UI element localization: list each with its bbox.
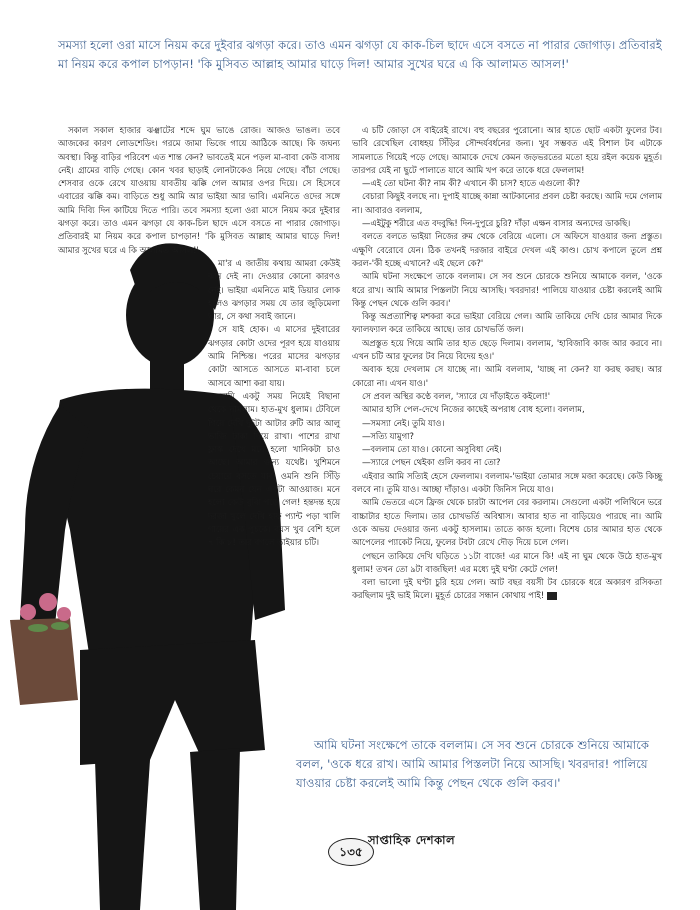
end-mark-icon	[547, 592, 557, 600]
paragraph: —বললাম তো যাও। কোনো অসুবিধা নেই।	[362, 444, 502, 455]
paragraph: সে যাই হোক। এ মাসের দুইবারের ঝগড়ার কোটা ওদের পূরণ হয়ে যাওয়ায় আমি নিশ্চিন্ত। পরের মাসের ঝগড়ার কোটা আসতে আসতে মা-বাবা চলে আসবে আশা করা যায়।	[208, 324, 340, 388]
paragraph: কিন্তু অপ্রত্যাশিত্ব মশকরা করে ভাইয়া বেরিয়ে গেল। আমি তাকিয়ে দেখি চোর আমার দিকে ফ্যালফ্যাল করে তাকিয়ে আছে। তার চোখভর্তি জল।	[352, 311, 662, 335]
bottom-pull-quote: আমি ঘটনা সংক্ষেপে তাকে বললাম। সে সব শুনে চোরকে শুনিয়ে আমাকে বলল, 'ওকে ধরে রাখ। আমি আমার পিস্তলটা নিয়ে আসছি। খবরদার! পালিয়ে যাওয়ার চেষ্টা করলেই আমি কিন্তু পেছন থেকে গুলি করব।'	[296, 738, 649, 790]
paragraph: —এইটুকু শরীরে এত বদবুদ্ধি! দিন-দুপুরে চুরি? দাঁড়া এক্ষন বাসার অন্যদের ডাকছি।	[362, 218, 631, 229]
paragraph: —সমস্যা নেই। তুমি যাও।	[362, 417, 445, 428]
paragraph: সে প্রবল অস্থির কণ্ঠে বলল, 'স্যারে যে দাঁড়াইতে কইলো!'	[362, 390, 551, 401]
paragraph: —এই তো ঘটনা কী? নাম কী? এখানে কী চাস? হাতে এগুলো কী?	[362, 178, 580, 189]
page-number: ১৩৫	[328, 838, 374, 866]
paragraph: আমার হাসি পেল-দেখে নিজের কাছেই অপরাধ বোধ হলো। বললাম,	[362, 404, 585, 415]
paragraph: —স্যারে পেছন থেইকা গুলি করব না তো?	[362, 457, 501, 468]
paragraph: বলতে বলতে ভাইয়া নিজের রুম থেকে বেরিয়ে এলো। সে অফিসে যাওয়ার জন্য প্রস্তুত। এক্ষুণি বেরোবে যেন। ঠিক তখনই দরজার বাইরে দেখল এই কাণ্ড। চোখ কপালে তুলে প্রশ্ন করল-'কী হচ্ছে এখানে? এই ছেলে কে?'	[352, 231, 662, 268]
paragraph: এ চটি জোড়া সে বাইরেই রাখে। বহু বছরের পুরোনো। আর হাতে ছোট একটা ফুলের টব। ভাবি রেখেছিল বোধহয় সিঁড়ির সৌন্দর্যবর্ধনের জন্য। খুব সম্ভবত এই বিশাল টব এটাকে সামলাতে গিয়েই পড়ে গেছে। আমাকে দেখে কেমন জড়ভরতের মতো হয়ে রইল কয়েক মুহূর্ত। তারপর যেই না ছুটে পালাতে যাবে আমি খপ করে তাকে ধরে ফেললাম!	[352, 125, 662, 175]
paragraph: অবাক হয়ে দেখলাম সে যাচ্ছে না। আমি বললাম, 'যাচ্ছ না কেন? যা করছ করছ। আর কোরো না। এখন যাও।'	[352, 364, 662, 388]
article-column-left	[58, 124, 340, 550]
paragraph: এইবার আমি সত্যিই হেসে ফেললাম। বললাম-'ভাইয়া তোমার সঙ্গে মজা করেছে। কেউ কিচ্ছু বলবে না। তুমি যাও। আচ্ছা দাঁড়াও। একটা জিনিস নিয়ে যাও।	[352, 470, 662, 495]
paragraph: বেচারা কিছুই বলছে না। দুপাই যাচ্ছে কান্না আটকানোর প্রবল চেষ্টা করছে। আমি দমে গেলাম না। আবারও বললাম,	[352, 191, 662, 215]
paragraph-final-text: বলা ভালো দুই ঘণ্টা চুরি হয়ে গেল। আট বছর বয়সী টব চোরকে ধরে অকারণ রসিকতা করছিলাম দুই ভাই মিলে। মুহূর্ত চোরের সন্ধান কোথায় পাই!	[352, 577, 662, 601]
paragraph: —সত্যি যামুগা?	[362, 430, 414, 441]
masthead-logo: সাপ্তাহিক দেশকাল	[368, 833, 456, 847]
paragraph: আমি ভেতরে এসে ফ্রিজ থেকে চারটা আপেল বের করলাম। সেগুলো একটা পলিথিনে ভরে বাচ্চাটার হাতে দিলাম। তার চোখভর্তি অবিশ্বাস। আবার হাত না বাড়িয়েও পারছে না। আমি ওকে অভয় দেওয়ার জন্য একটু হাসলাম। তাতে কাজ হলো। বিশেষ চোর আমার হাত থেকে আপেলের প্যাকেট নিয়ে, ফুলের টবটা রেখে দৌড় দিয়ে চলে গেল।	[352, 497, 662, 548]
top-pull-quote: সমস্যা হলো ওরা মাসে নিয়ম করে দুইবার ঝগড়া করে। তাও এমন ঝগড়া যে কাক-চিল ছাদে এসে বসতে না পারার জোগাড়। প্রতিবারই মা নিয়ম করে কপাল চাপড়ান! 'কি মুসিবত আল্লাহ আমার ঘাড়ে দিল! আমার সুখের ঘরে এ কি আলামত আসল!'	[58, 38, 662, 71]
paragraph: সকাল সকাল হাজার ঝঞ্ঝাটের শব্দে ঘুম ভাঙে রোজ। আজও ভাঙল। তবে আজকের কারণ লোডশেডিং। গরমে জামা ভিজে গায়ে আঠিকে আছে। কি জঘন্য অবস্থা। কিন্তু বাড়ির পরিবেশ এত শান্ত কেন? ভাবতেই মনে পড়ল মা-বাবা কেউ বাসায় নেই। গ্রামের বাড়ি গেছে। কোন খবর ছাড়াই লোনটাকেও নিয়ে গেছে। বাঁচা গেছে। শেসবার ওকে রেখে যাওয়ায় যাবতীয় ঝক্কি গেল আমার ওপর দিয়ে। সে হিসেবে এবারের ঝক্কি কম। বাড়িতে শুধু আমি আর ভাইয়া আর ভাবি। এমনিতে ওদের সঙ্গে আমি দিব্যি দিন কাটিয়ে দিতে পারি। তবে সমস্যা হলো ওরা মাসে নিয়ম করে দুইবার ঝগড়া করে। তাও এমন ঝগড়া যে কাক-চিল ছাদে এসে বসতে না পারার জোগাড়। প্রতিবারই মা নিয়ম করে কপাল চাপড়ান! 'কি মুসিবত আল্লাহ আমার ঘাড়ে দিল! আমার সুখের ঘরে এ কি আলামত আসল!'	[58, 125, 340, 255]
paragraph: আমি ঘটনা সংক্ষেপে তাকে বললাম। সে সব শুনে চোরকে শুনিয়ে আমাকে বলল, 'ওকে ধরে রাখ। আমি আমার পিস্তলটা নিয়ে আসছি। খবরদার! পালিয়ে যাওয়ার চেষ্টা করলেই আমি কিন্তু পেছন থেকে গুলি করব।'	[352, 271, 662, 308]
paragraph-final	[352, 576, 662, 603]
article-column-right	[352, 124, 662, 603]
paragraph: অপ্রস্তুত হয়ে গিয়ে আমি তার হাত ছেড়ে দিলাম। বললাম, 'হাবিজাবি কাজ আর করবে না। এখন চটি আর ফুলের টব নিয়ে বিদেয় হও।'	[352, 337, 662, 362]
paragraph: আমি একটু সময় নিয়েই বিছানা থেকে নামলাম। হাত-মুখ ধুলাম। টেবিলে গিয়ে দেখি দুইটা আটার রুটি আর আলু ভাজি ঢাকা দিয়ে রাখা। পাশের রাখা ফ্লাস্ক দেখে মনে হলো খানিকটা চাও আছে। আমার জন্য যথেষ্ট। খুশিমনে চেয়ারে বসতে যাব, ওমনি শুনি সিঁড়ি ঘরে কেমন যেন একটা আওয়াজ। মনে হলো কেউ বুঝি পড়ে গেল! হন্তদন্ত হয়ে দরজা খুলে দেখি হাফ প্যান্ট পড়া খালি গায়ের এক পুচকে। বয়স খুব বেশি হলে ৭ কি ৮! তার বগলে ভাইয়ার চটি।	[208, 390, 340, 548]
paragraph: পেছনে তাকিয়ে দেখি ঘড়িতে ১১টা বাজে! এর মানে কি! এই না ঘুম থেকে উঠে হাত-মুখ ধুলাম! তখন তো ৯টা বাজছিল! এর মধ্যে দুই ঘণ্টা কেটে গেল!	[352, 550, 662, 574]
paragraph: মা'র এ জাতীয় কথায় আমরা কেউই কান দেই না। দেওয়ার কোনো কারণও নেই। ভাইয়া এমনিতে মাই ডিয়ার লোক হলেও ঝগড়ার সময় যে তার জুড়িমেলা ভার, সে কথা সবাই জানে।	[208, 257, 340, 322]
